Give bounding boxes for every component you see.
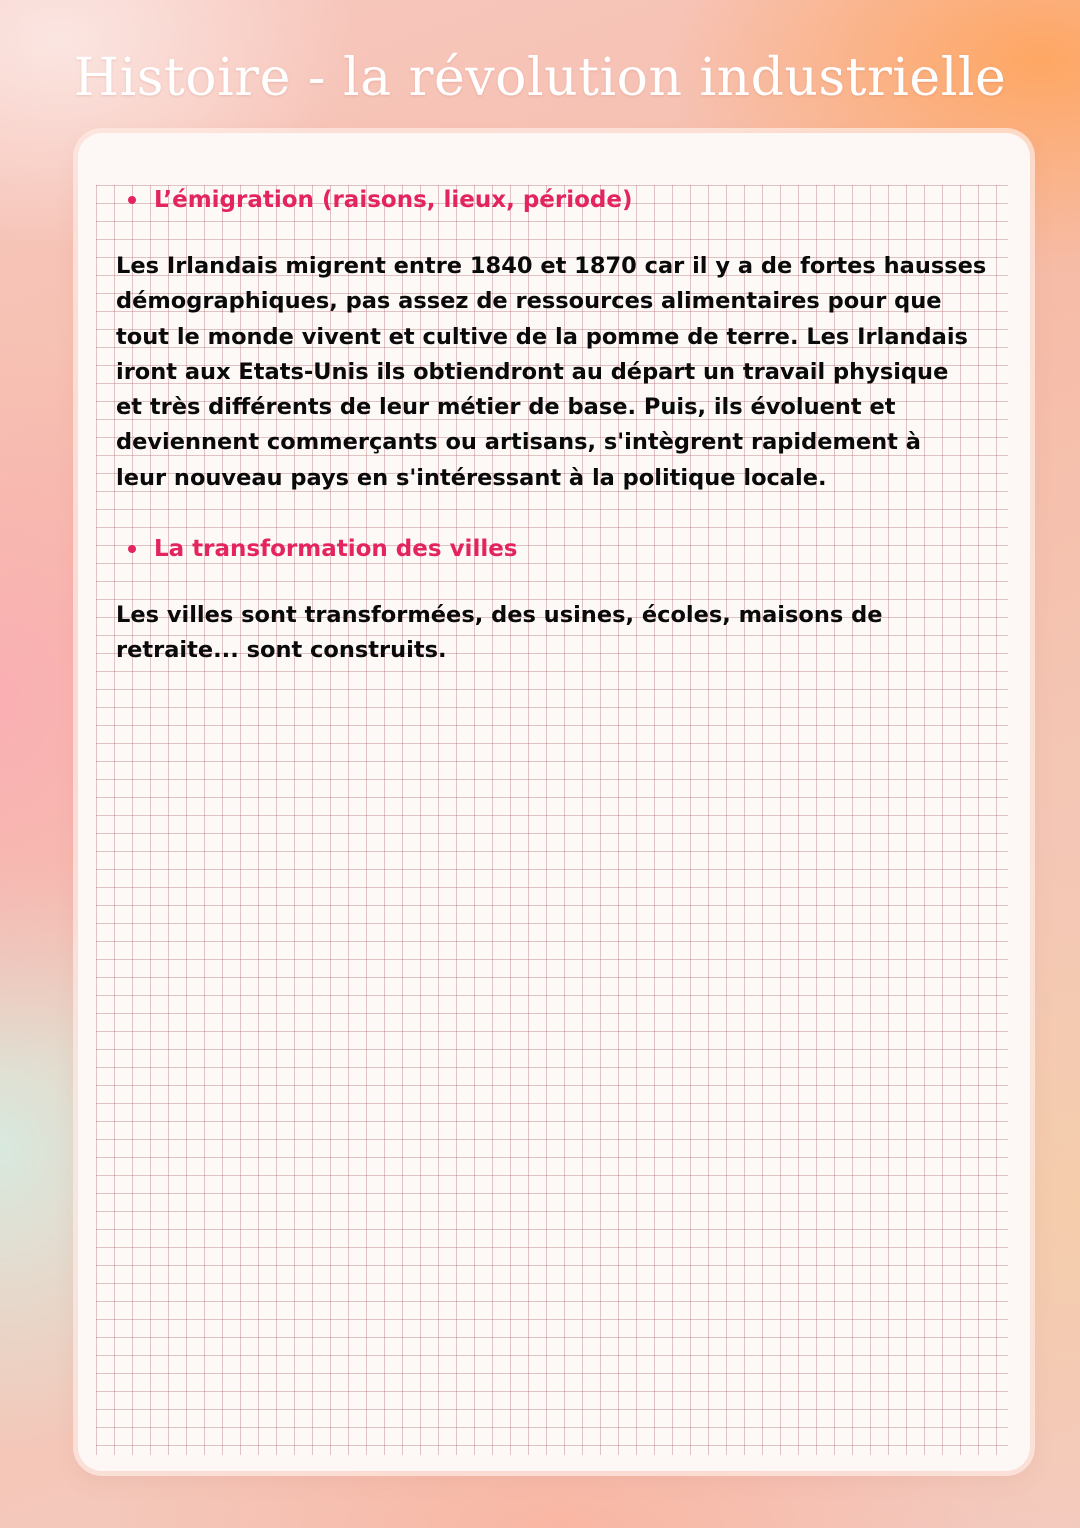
section-text-emigration: Les Irlandais migrent entre 1840 et 1870 car il y a de fortes hausses démographiques, pas assez de ressources alimentaires pour que tout le monde vivent et cultive de la pomme de terre. Les Irlandais iront aux Etats-Unis ils obtiendront au départ un travail physique et très différents de leur métier de base. Puis, ils évoluent et deviennent commerçants ou artisans, s'intègrent rapidement à leur nouveau pays en s'intéressant à la politique locale. — [116, 253, 987, 491]
section-heading-villes — [128, 532, 996, 566]
section-text-villes: Les villes sont transformées, des usines, écoles, maisons de retraite... sont construits. — [116, 602, 883, 664]
section-heading-label: L’émigration (raisons, lieux, période) — [154, 187, 633, 213]
section-heading-label: La transformation des villes — [154, 536, 518, 563]
bullet-icon — [128, 196, 136, 204]
section-heading-emigration — [128, 183, 996, 217]
page-title: Histoire - la révolution industrielle — [73, 48, 1007, 108]
note-card — [78, 133, 1030, 1471]
bullet-icon — [128, 545, 136, 553]
note-content — [116, 183, 996, 669]
